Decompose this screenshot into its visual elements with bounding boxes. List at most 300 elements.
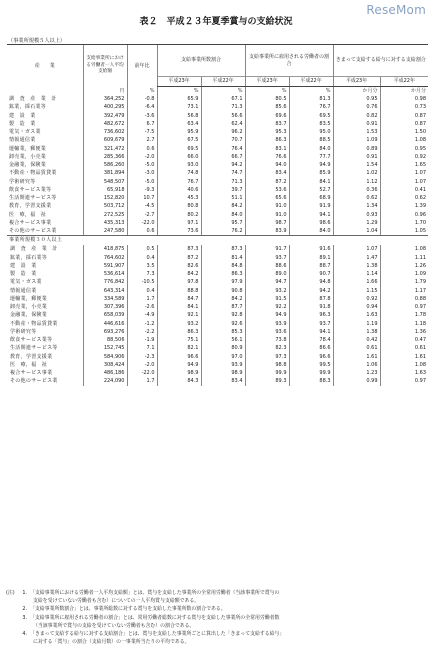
section-30-header [7, 236, 428, 246]
cell-value: 0.61 [333, 344, 380, 352]
cell-value: 87.2 [245, 178, 289, 186]
cell-value: 91.8 [289, 303, 333, 311]
cell-value: 83.1 [245, 145, 289, 153]
footnote-text: に対する「賞与」の割合（支給月数）の一事業所当たりの平均である。 [33, 639, 190, 646]
cell-value: 1.18 [380, 320, 428, 328]
cell-value: 0.42 [333, 336, 380, 344]
cell-value: 84.2 [201, 295, 245, 303]
cell-value: 0.96 [380, 211, 428, 219]
cell-value: 96.6 [157, 353, 201, 361]
footnote [6, 605, 428, 613]
cell-value: 536,614 [83, 270, 127, 278]
cell-value: 435,313 [83, 219, 127, 227]
cell-value: -7.5 [127, 128, 157, 136]
subcol-h22: 平成22年 [380, 77, 428, 87]
table-row [7, 211, 428, 219]
industry-name: 医 療，福 祉 [10, 361, 48, 368]
cell-value: 65.6 [245, 194, 289, 202]
footnote-head [6, 630, 20, 638]
cell-value: 381,894 [83, 169, 127, 177]
industry-name: 複合サービス事業 [9, 219, 52, 226]
table-row [7, 278, 428, 286]
cell-value: 87.3 [157, 245, 201, 253]
cell-value: 96.3 [289, 311, 333, 319]
cell-value: 74.7 [201, 169, 245, 177]
cell-value: 73.8 [245, 336, 289, 344]
table-row [7, 311, 428, 319]
cell-value: 0.97 [380, 303, 428, 311]
cell-value: 1.61 [333, 353, 380, 361]
cell-value: 0.6 [127, 145, 157, 153]
table-row [7, 161, 428, 169]
cell-value: 76.7 [289, 103, 333, 111]
cell-value: 45.3 [157, 194, 201, 202]
cell-value: 84.1 [289, 178, 333, 186]
cell-value: 88.7 [289, 262, 333, 270]
cell-value: 93.2 [157, 320, 201, 328]
industry-name: 飲食サービス業等 [9, 186, 52, 193]
cell-value: 66.0 [157, 153, 201, 161]
cell-value: 76.7 [157, 178, 201, 186]
footnote-number: 4. [22, 631, 27, 638]
cell-value: 81.4 [201, 254, 245, 262]
table-row [7, 369, 428, 377]
cell-value: 69.5 [289, 112, 333, 120]
cell-value: 7.3 [127, 270, 157, 278]
table-row [7, 361, 428, 369]
cell-value: 364,252 [83, 95, 127, 103]
cell-value: 1.08 [380, 245, 428, 253]
cell-value: 94.2 [201, 161, 245, 169]
cell-value: 247,580 [83, 227, 127, 235]
cell-value: 98.7 [245, 219, 289, 227]
unit-yen: 円 [83, 87, 127, 96]
cell-value: -0.8 [127, 95, 157, 103]
cell-value: -2.2 [127, 328, 157, 336]
cell-value: 86.3 [245, 136, 289, 144]
cell-value: 1.19 [333, 320, 380, 328]
cell-value: 91.5 [245, 295, 289, 303]
footnote-text: 「支給事業所における労働者一人平均支給額」とは、賞与を支給した事業所の全常用労働者（当該事業所で賞与の [30, 590, 280, 596]
table-title: 表２ 平成２３年夏季賞与の支給状況 [139, 17, 293, 27]
cell-value: 73.6 [157, 227, 201, 235]
cell-value: 2.7 [127, 136, 157, 144]
cell-value: 67.1 [201, 95, 245, 103]
cell-value: 1.65 [380, 161, 428, 169]
cell-value: 0.87 [380, 112, 428, 120]
cell-value: 658,039 [83, 311, 127, 319]
cell-value: 1.07 [380, 169, 428, 177]
footnote-text: （当該事業所で賞与の支給を受けていない労働者も含む）の割合である。 [33, 622, 195, 629]
cell-value: -1.2 [127, 320, 157, 328]
cell-value: 0.94 [333, 303, 380, 311]
cell-value: 584,906 [83, 353, 127, 361]
table-row [7, 202, 428, 210]
cell-value: 0.92 [380, 153, 428, 161]
col-industry: 産 業 [7, 45, 83, 87]
bonus-table [7, 44, 428, 386]
cell-value: 95.0 [289, 128, 333, 136]
cell-value: 77.7 [289, 153, 333, 161]
subcol-h22: 平成22年 [289, 77, 333, 87]
cell-value: 83.4 [201, 377, 245, 385]
table-row [7, 153, 428, 161]
cell-value: 87.3 [201, 245, 245, 253]
cell-value: 56.8 [157, 112, 201, 120]
cell-value: 90.7 [289, 270, 333, 278]
cell-value: 82.1 [157, 344, 201, 352]
cell-value: 97.3 [245, 353, 289, 361]
table-row [7, 120, 428, 128]
table-row [7, 194, 428, 202]
cell-value: 1.53 [333, 128, 380, 136]
table-row [7, 227, 428, 235]
scope-label: （事業所規模５人以上） [8, 38, 66, 44]
cell-value: 1.70 [380, 219, 428, 227]
cell-value: 87.8 [289, 295, 333, 303]
cell-value: 83.5 [289, 120, 333, 128]
cell-value: 88.5 [289, 136, 333, 144]
industry-name: 学術研究等 [10, 328, 37, 335]
cell-value: 1.17 [380, 287, 428, 295]
industry-name: 学術研究等 [9, 178, 36, 185]
unit-pct: % [201, 87, 245, 96]
cell-value: 80.9 [201, 344, 245, 352]
cell-value: 0.4 [127, 287, 157, 295]
cell-value: 1.47 [333, 254, 380, 262]
cell-value: 94.1 [289, 328, 333, 336]
unit-pct: % [245, 87, 289, 96]
footnote [6, 630, 428, 638]
cell-value: 73.1 [157, 103, 201, 111]
unit-month: か月分 [380, 87, 428, 96]
cell-value: 53.6 [245, 186, 289, 194]
cell-value: 96.2 [201, 128, 245, 136]
industry-name: その他のサービス業 [9, 228, 57, 234]
cell-value: 93.9 [245, 320, 289, 328]
cell-value: 1.34 [333, 202, 380, 210]
cell-value: -22.0 [127, 219, 157, 227]
industry-name: 製 造 業 [10, 271, 37, 277]
footnote-text: 「きまって支給する給与に対する支給割合」とは、賞与を支給した事業所ごとに算出した「きまって支給する給与」 [30, 631, 285, 638]
footnote-text: 「支給事業所数割合」とは、事業所総数に対する賞与を支給した事業所数の割合である。 [30, 606, 226, 613]
cell-value: 74.8 [157, 169, 201, 177]
cell-value: 0.97 [380, 377, 428, 385]
cell-value: 88.3 [289, 377, 333, 385]
table-row [7, 328, 428, 336]
industry-name: 飲食サービス業等 [10, 337, 53, 343]
cell-value: -10.5 [127, 278, 157, 286]
footnote-number: 1. [22, 590, 27, 596]
col-worker-share: 支給事業所に雇用される労働者の割合 [245, 45, 333, 77]
cell-value: 0.93 [333, 211, 380, 219]
cell-value: 0.92 [333, 295, 380, 303]
cell-value: 1.12 [333, 178, 380, 186]
cell-value: 1.07 [380, 178, 428, 186]
cell-value: 10.7 [127, 194, 157, 202]
cell-value: 70.7 [201, 136, 245, 144]
cell-value: 98.9 [201, 369, 245, 377]
table-row [7, 103, 428, 111]
cell-value: 586,260 [83, 161, 127, 169]
cell-value: 609,679 [83, 136, 127, 144]
cell-value: 91.0 [245, 202, 289, 210]
cell-value: 71.3 [201, 103, 245, 111]
cell-value: 84.1 [157, 303, 201, 311]
cell-value: 86.3 [201, 270, 245, 278]
cell-value: -22.0 [127, 369, 157, 377]
cell-value: 1.61 [380, 353, 428, 361]
unit-row [7, 87, 428, 96]
cell-value: 93.0 [157, 161, 201, 169]
industry-name: 医 療，福 祉 [9, 211, 47, 218]
cell-value: 40.6 [157, 186, 201, 194]
cell-value: 90.8 [201, 287, 245, 295]
cell-value: 503,712 [83, 202, 127, 210]
cell-value: 1.63 [380, 369, 428, 377]
cell-value: 87.2 [157, 254, 201, 262]
cell-value: 1.08 [380, 136, 428, 144]
cell-value: 86.3 [157, 328, 201, 336]
industry-name: 不動産・物品賃貸業 [9, 170, 57, 177]
cell-value: 1.38 [333, 262, 380, 270]
cell-value: -6.4 [127, 103, 157, 111]
cell-value: 94.7 [245, 278, 289, 286]
cell-value: 84.7 [157, 295, 201, 303]
cell-value: 88.8 [157, 287, 201, 295]
industry-name: 卸売業，小売業 [10, 304, 48, 310]
unit-pct: % [289, 87, 333, 96]
industry-name: 金融業，保険業 [9, 162, 47, 168]
cell-value: 272,525 [83, 211, 127, 219]
cell-value: 0.91 [333, 120, 380, 128]
cell-value: 643,314 [83, 287, 127, 295]
cell-value: 1.39 [380, 202, 428, 210]
industry-name: 卸売業，小売業 [9, 153, 47, 160]
cell-value: 95.9 [157, 128, 201, 136]
cell-value: 776,842 [83, 278, 127, 286]
cell-value: 1.7 [127, 377, 157, 385]
table-row [7, 287, 428, 295]
cell-value: -4.5 [127, 202, 157, 210]
table-row [7, 320, 428, 328]
cell-value: 1.63 [333, 311, 380, 319]
cell-value: 591,907 [83, 262, 127, 270]
footnote [6, 589, 428, 597]
cell-value: 1.05 [380, 227, 428, 235]
footnote-text: 「支給事業所に雇用される労働者の割合」とは、常用労働者総数に対する賞与を支給した事業所の全常用労働者数 [30, 614, 280, 621]
cell-value: 0.73 [380, 103, 428, 111]
cell-value: 84.0 [201, 211, 245, 219]
cell-value: 93.7 [289, 320, 333, 328]
table-row [7, 303, 428, 311]
cell-value: 97.9 [201, 278, 245, 286]
cell-value: 78.4 [289, 336, 333, 344]
cell-value: 88.6 [245, 262, 289, 270]
table-row [7, 95, 428, 103]
footnote-head [6, 614, 20, 622]
industry-name: 電気・ガス業 [9, 129, 41, 135]
cell-value: 80.5 [245, 95, 289, 103]
cell-value: 0.36 [333, 186, 380, 194]
table-row [7, 270, 428, 278]
cell-value: -2.0 [127, 153, 157, 161]
cell-value: 93.7 [245, 254, 289, 262]
industry-name: 不動産・物品賃貸業 [10, 320, 58, 327]
cell-value: 80.2 [157, 211, 201, 219]
industry-name: 運輸業，郵便業 [10, 295, 48, 302]
industry-name: 教育，学習支援業 [9, 203, 52, 210]
cell-value: 87.7 [201, 303, 245, 311]
cell-value: 69.5 [157, 145, 201, 153]
cell-value: 693,276 [83, 328, 127, 336]
cell-value: 0.5 [127, 245, 157, 253]
cell-value: 56.6 [201, 112, 245, 120]
cell-value: 84.0 [289, 145, 333, 153]
cell-value: 0.99 [333, 377, 380, 385]
section-5-plus [7, 87, 428, 236]
table-row [7, 112, 428, 120]
cell-value: 6.7 [127, 120, 157, 128]
col-firm-share: 支給事業所数割合 [157, 45, 245, 77]
industry-name: 調 査 産 業 計 [10, 246, 58, 253]
unit-pct: % [127, 87, 157, 96]
table-row [7, 254, 428, 262]
cell-value: 0.62 [333, 194, 380, 202]
table-row [7, 136, 428, 144]
table-row [7, 169, 428, 177]
cell-value: 82.3 [245, 344, 289, 352]
cell-value: 1.02 [333, 169, 380, 177]
cell-value: 91.7 [245, 245, 289, 253]
cell-value: 91.9 [289, 202, 333, 210]
cell-value: 94.9 [245, 311, 289, 319]
cell-value: 99.9 [289, 369, 333, 377]
resemom-logo: ReseMom [366, 3, 426, 17]
cell-value: 71.3 [201, 178, 245, 186]
cell-value: 63.4 [157, 120, 201, 128]
cell-value: 67.5 [157, 136, 201, 144]
cell-value: 75.1 [157, 336, 201, 344]
cell-value: 1.78 [380, 311, 428, 319]
cell-value: 152,745 [83, 344, 127, 352]
cell-value: 84.3 [157, 377, 201, 385]
cell-value: 1.08 [380, 361, 428, 369]
cell-value: 0.89 [333, 145, 380, 153]
cell-value: 85.9 [289, 169, 333, 177]
section-30-label: 事業所規模３０人以上 [7, 236, 428, 246]
cell-value: 0.47 [380, 336, 428, 344]
cell-value: 1.11 [380, 254, 428, 262]
cell-value: 92.8 [201, 311, 245, 319]
footnote-head [6, 605, 20, 613]
table-row [7, 178, 428, 186]
cell-value: -9.3 [127, 186, 157, 194]
cell-value: 85.3 [201, 328, 245, 336]
cell-value: 0.41 [380, 186, 428, 194]
footnote-head: (注) [6, 590, 15, 596]
cell-value: 88,506 [83, 336, 127, 344]
cell-value: 0.88 [380, 295, 428, 303]
table-row [7, 128, 428, 136]
cell-value: 56.1 [201, 336, 245, 344]
cell-value: 81.3 [289, 95, 333, 103]
cell-value: 89.0 [245, 270, 289, 278]
cell-value: 89.1 [289, 254, 333, 262]
cell-value: -3.6 [127, 112, 157, 120]
subcol-h22: 平成22年 [201, 77, 245, 87]
cell-value: -2.0 [127, 361, 157, 369]
cell-value: 92.6 [201, 320, 245, 328]
table-row [7, 262, 428, 270]
cell-value: 482,672 [83, 120, 127, 128]
cell-value: 446,616 [83, 320, 127, 328]
cell-value: -5.0 [127, 178, 157, 186]
cell-value: 83.4 [245, 169, 289, 177]
cell-value: 93.2 [245, 287, 289, 295]
cell-value: 0.76 [333, 103, 380, 111]
industry-name: 鉱業，採石業等 [9, 104, 47, 111]
footnote-number: 3. [22, 614, 27, 621]
cell-value: 0.91 [333, 153, 380, 161]
cell-value: 1.07 [333, 245, 380, 253]
cell-value: 94.2 [289, 287, 333, 295]
unit-month: か月分 [333, 87, 380, 96]
cell-value: 93.9 [201, 361, 245, 369]
industry-name: 生活関連サービス等 [9, 195, 57, 201]
cell-value: 764,602 [83, 254, 127, 262]
cell-value: 0.61 [380, 344, 428, 352]
cell-value: 1.04 [333, 227, 380, 235]
industry-name: 運輸業，郵便業 [9, 145, 47, 152]
cell-value: 7.1 [127, 344, 157, 352]
industry-name: 建 設 業 [9, 112, 36, 119]
cell-value: 95.3 [245, 128, 289, 136]
cell-value: 92.2 [245, 303, 289, 311]
cell-value: 65,918 [83, 186, 127, 194]
footnote-text: 支給を受けていない労働者も含む）についての一人平均賞与支給額である。 [33, 598, 200, 605]
cell-value: 400,295 [83, 103, 127, 111]
cell-value: 0.82 [333, 112, 380, 120]
cell-value: 93.6 [245, 328, 289, 336]
cell-value: -4.9 [127, 311, 157, 319]
table-row [7, 219, 428, 227]
cell-value: 392,479 [83, 112, 127, 120]
industry-name: 調 査 産 業 計 [9, 96, 57, 102]
cell-value: 99.5 [289, 361, 333, 369]
cell-value: 1.09 [333, 136, 380, 144]
industry-name: 電気・ガス業 [10, 279, 42, 286]
cell-value: 89.3 [245, 377, 289, 385]
cell-value: 285,366 [83, 153, 127, 161]
col-yoy: 前年比 [127, 45, 157, 87]
table-row [7, 186, 428, 194]
cell-value: 1.38 [333, 328, 380, 336]
cell-value: 308,424 [83, 361, 127, 369]
cell-value: 84.2 [201, 202, 245, 210]
cell-value: -3.0 [127, 169, 157, 177]
cell-value: -5.0 [127, 161, 157, 169]
cell-value: 91.0 [245, 211, 289, 219]
cell-value: 91.6 [289, 245, 333, 253]
cell-value: 548,507 [83, 178, 127, 186]
cell-value: 1.23 [333, 369, 380, 377]
table-row [7, 353, 428, 361]
table-row [7, 336, 428, 344]
cell-value: 84.2 [157, 270, 201, 278]
industry-name: 情報通信業 [10, 287, 37, 294]
cell-value: 0.98 [380, 95, 428, 103]
